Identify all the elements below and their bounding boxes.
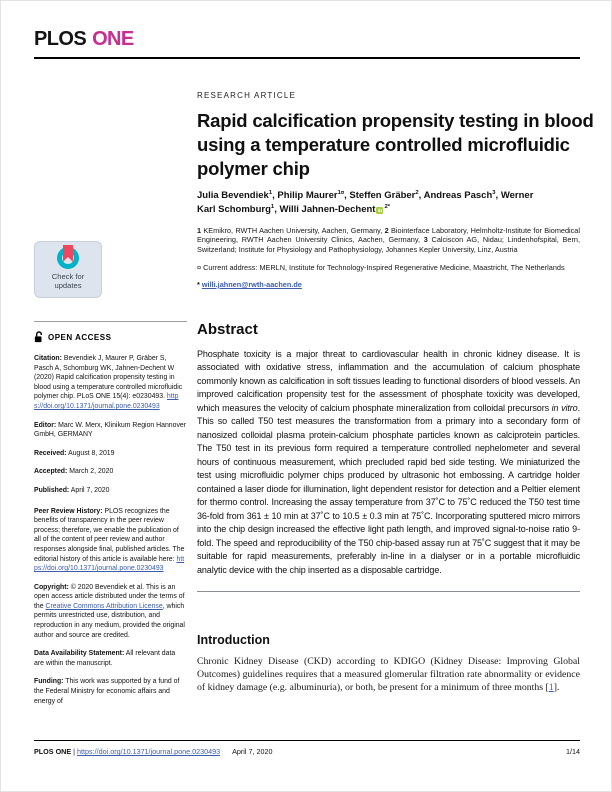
reference-1-link[interactable]: 1: [548, 682, 554, 694]
sidebar-divider: [34, 321, 187, 322]
article-type-label: RESEARCH ARTICLE: [197, 91, 297, 100]
editor-block: [34, 421, 187, 440]
footer: [34, 747, 580, 756]
author: Werner Karl Schomburg$^1$,: [197, 190, 534, 215]
peer-review-block: Peer Review History: PLOS recognizes the benefits of transparency in the peer review process; therefore, we enable the publication of all of the content of peer review and author responses alongside final, published articles. The editorial history of this article is available here: https://doi.org/10.1371/journal.pone.0230493: [34, 507, 185, 573]
email-asterisk: *: [197, 279, 202, 289]
open-lock-icon: [34, 331, 44, 343]
citation-label: Citation:: [34, 355, 62, 362]
author-list: [197, 189, 553, 216]
author: Willi Jahnen-Dechent $iD^{2*}$: [279, 203, 391, 215]
citation-doi-link[interactable]: https://doi.org/10.1371/journal.pone.0230493: [34, 393, 179, 410]
corresponding-email-line: [197, 280, 580, 289]
check-for-updates-badge[interactable]: [34, 241, 102, 298]
citation-text: Bevendiek J, Maurer P, Gräber S, Pasch A, Schomburg WK, Jahnen-Dechent W (2020) Rapid calcification propensity testing in blood using a temperature controlled microfluidic polymer chip. PLoS ONE 15(4): e0230493.: [34, 355, 183, 401]
header-rule: [34, 57, 580, 59]
journal-logo: [34, 28, 134, 51]
sidebar: [34, 241, 187, 706]
author: Andreas Pasch$^3$,: [423, 189, 501, 201]
section-divider: [197, 591, 580, 592]
check-for-updates-label: Check for updates: [51, 272, 85, 290]
peer-review-doi-link[interactable]: https://doi.org/10.1371/journal.pone.0230493: [34, 555, 185, 573]
logo-plos: PLOS: [34, 28, 87, 50]
article-title: Rapid calcification propensity testing in blood using a temperature controlled microfluidic polymer chip: [197, 110, 594, 179]
open-access-label: OPEN ACCESS: [48, 332, 112, 342]
article-body: [197, 91, 594, 704]
italic-term: in vitro: [551, 402, 578, 413]
email-link[interactable]: willi.jahnen@rwth-aachen.de: [201, 279, 302, 289]
cc-license-link[interactable]: Creative Commons Attribution License: [45, 602, 163, 610]
copyright-block: Copyright: © 2020 Bevendiek et al. This is an open access article distributed under the terms of the Creative Commons Attribution License, which permits unrestricted use, distribution, and reproduction in any medium, provided the original author and source are credited.: [34, 583, 185, 639]
open-access-row: [34, 331, 187, 343]
author: Julia Bevendiek$^1$,: [197, 189, 278, 201]
orcid-icon[interactable]: iD: [377, 207, 383, 213]
footer-journal: PLOS ONE: [34, 747, 72, 756]
footer-doi-link[interactable]: https://doi.org/10.1371/journal.pone.0230493: [77, 747, 221, 756]
abstract-heading: Abstract: [197, 320, 258, 338]
accepted-block: Accepted: March 2, 2020: [34, 468, 114, 476]
logo-one: ONE: [92, 28, 134, 50]
funding-block: Funding: This work was supported by a fund of the Federal Ministry for economic affairs and energy of: [34, 678, 180, 705]
editor-label: Editor:: [34, 421, 57, 429]
introduction-heading: Introduction: [197, 633, 270, 648]
author: Steffen Gräber$^2$,: [349, 189, 424, 201]
citation-block: [34, 354, 187, 412]
introduction-paragraph: Chronic Kidney Disease (CKD) according to KDIGO (Kidney Disease: Improving Global Outcomes) guidelines requires that a measured glomerular filtration rate abnormality or evidence of kidney damage (e.g. albuminuria), or both, be present for a minimum of three months [1].: [197, 656, 580, 694]
crossmark-icon: [57, 247, 79, 269]
current-address-note: ¤ Current address: MERLN, Institute for Technology-Inspired Regenerative Medicine, Maastricht, The Netherlands: [197, 262, 565, 272]
published-block: Published: April 7, 2020: [34, 486, 110, 494]
author: Philip Maurer$^{1¤}$,: [277, 189, 350, 201]
received-block: Received: August 8, 2019: [34, 449, 115, 457]
abstract-paragraph: Phosphate toxicity is a major threat to cardiovascular health in chronic kidney disease. It is associated with oxidative stress, inflammation and the accumulation of calcium phosphate commonly known as calcification in soft tissues leading to functional disorders of blood vessels. An improved calcification propensity test for the assessment of phosphate toxicity was developed, which measures the velocity of calcium phosphate mineralization from colloidal precursors in vitro. This so called T50 test measures the transformation from a primary into a secondary form of nanosized colloidal plasma protein-calcium phosphate particles known as calciprotein particles. The T50 test in its previous form required a temperature controlled nephelometer and several hours of continuous measurement, which precluded rapid bed side testing. We miniaturized the test using microfluidic polymer chips produced by ultrasonic hot embossing. A cartridge holder contained a laser diode for illumination, light dependent resistor for detection and a Peltier element for thermo control. Increasing the assay temperature from 37˚C to 75˚C reduced the T50 test time 36-fold from 361 ± 10 min at 37˚C to 10.5 ± 0.3 min at 75˚C. Incorporating sputtered micro mirrors into the chip design increased the effective light path length, and improved signal-to-noise ratio 9-fold. The speed and reproducibility of the T50 chip-based assay run at 75˚C suggest that it may be suitable for rapid measurements, preferably in-line in a dialyser or in a portable microfluidic analytic device with the chip inserted as a disposable cartridge.: [197, 348, 580, 575]
footer-date: April 7, 2020: [232, 747, 273, 756]
affiliations: 1 KEmikro, RWTH Aachen University, Aachen, Germany, 2 Biointerface Laboratory, Helmholtz-Institute for Biomedical Engineering, RWTH Aachen University Clinics, Aachen, Germany, 3 Calciscon AG, Nidau; Lindenhofspital, Bern, Switzerland; Institute for Physiology and Pathophysiology, Johannes Kepler University, Linz, Austria: [197, 225, 580, 255]
footer-separator: |: [73, 747, 76, 756]
footer-rule: [34, 740, 580, 741]
editor-text: Marc W. Merx, Klinikum Region Hannover GmbH, GERMANY: [34, 421, 187, 439]
footer-page-number: 1/14: [566, 747, 580, 756]
data-availability-block: Data Availability Statement: All relevant data are within the manuscript.: [34, 650, 176, 667]
